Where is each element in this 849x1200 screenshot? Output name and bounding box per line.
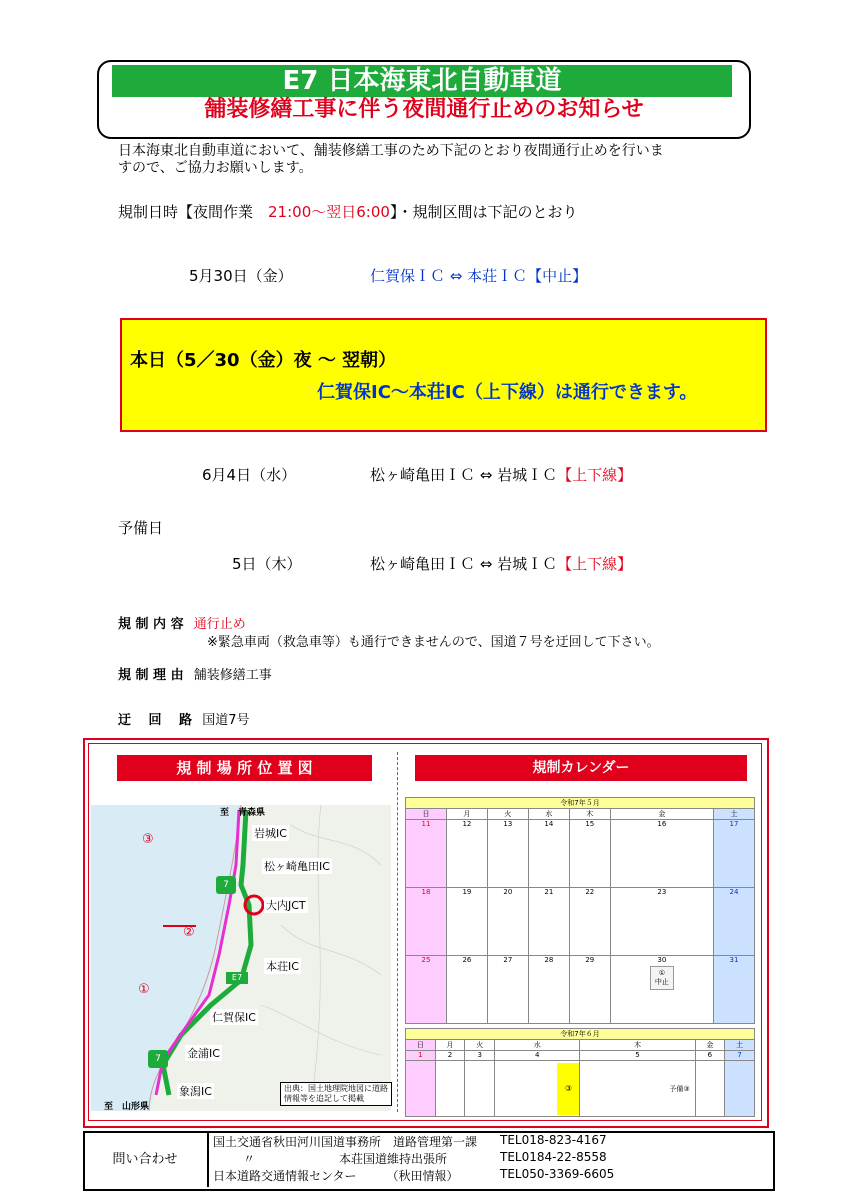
calendar-day: 23 [610, 888, 713, 956]
calendar-day: 12 [446, 820, 487, 888]
calendar-day: 2 [435, 1051, 465, 1061]
calendar-day: 15 [569, 820, 610, 888]
calendar-day: 13 [487, 820, 528, 888]
schedule-time: 21:00～翌日6:00 [268, 203, 390, 221]
dow-sat: 土 [725, 1040, 755, 1051]
notice-line-1: 本日（5／30（金）夜 ～ 翌朝） [130, 350, 397, 371]
calendar-day: 4 [495, 1051, 580, 1061]
calendar-day: 27 [487, 956, 528, 1024]
calendar-cell-jun4 [495, 1061, 580, 1117]
calendar-cell [725, 1061, 755, 1117]
dow-sat: 土 [713, 809, 754, 820]
ic-honjo: 本荘IC [266, 960, 299, 973]
dow-fri: 金 [610, 809, 713, 820]
calendar-may [405, 797, 755, 1024]
calendar-day: 18 [406, 888, 447, 956]
schedule-section-2 [370, 464, 632, 485]
route-7-shield-icon: 7 [216, 876, 236, 894]
calendar-day-may30 [610, 956, 713, 1024]
contact-tel-2: TEL0184-22-8558 [500, 1150, 607, 1164]
dow-tue: 火 [487, 809, 528, 820]
detail-content-note: ※緊急車両（救急車等）も通行できませんので、国道７号を迂回して下さい。 [207, 635, 660, 650]
page-title: E7 日本海東北自動車道 [112, 65, 732, 97]
calendar-june [405, 1028, 755, 1117]
schedule-date-3: 5日（木） [232, 555, 302, 573]
ic-matsugasaki: 松ヶ崎亀田IC [264, 860, 330, 873]
ic-iwaki: 岩城IC [254, 827, 287, 840]
detail-detour-value: 国道7号 [202, 713, 250, 728]
contact-org-2: 〃 本荘国道維持出張所 [243, 1152, 448, 1166]
calendar-day: 3 [465, 1051, 495, 1061]
schedule-section-2-dir: 【上下線】 [557, 466, 633, 484]
calendar-day: 14 [528, 820, 569, 888]
location-map [91, 805, 391, 1111]
detail-content-label: 規 制 内 容 [118, 617, 184, 632]
intro-line-2: すので、ご協力お願いします。 [118, 160, 313, 176]
page-subtitle: 舗装修繕工事に伴う夜間通行止めのお知らせ [204, 97, 644, 122]
may30-cancel-box [650, 966, 674, 990]
notice-box [120, 318, 767, 432]
schedule-header-prefix: 規制日時【夜間作業 [118, 203, 269, 221]
calendar-day: 1 [406, 1051, 436, 1061]
schedule-section-3 [370, 553, 632, 574]
calendar-day: 16 [610, 820, 713, 888]
dow-wed: 水 [528, 809, 569, 820]
calendar-cell-jun5 [580, 1061, 695, 1117]
route-7-shield-icon-south: 7 [148, 1050, 168, 1068]
calendar-day: 6 [695, 1051, 725, 1061]
calendar-day: 7 [725, 1051, 755, 1061]
marker-2: ② [183, 925, 195, 940]
contact-tel-3: TEL050-3369-6605 [500, 1167, 615, 1181]
notice-line-2: 仁賀保IC～本荘IC（上下線）は通行できます。 [317, 382, 698, 403]
dow-fri: 金 [695, 1040, 725, 1051]
detail-detour-label: 迂 回 路 [118, 713, 193, 728]
dow-wed: 水 [495, 1040, 580, 1051]
detail-content [118, 613, 246, 632]
calendar-day: 25 [406, 956, 447, 1024]
dow-thu: 木 [569, 809, 610, 820]
map-calendar-divider [397, 752, 398, 1112]
schedule-date-1: 5月30日（金） [189, 267, 293, 285]
schedule-date-2: 6月4日（水） [202, 466, 297, 484]
map-north-label: 至 青森県 [220, 808, 266, 818]
calendar-tab: 規制カレンダー [415, 755, 747, 781]
calendar-day: 11 [406, 820, 447, 888]
map-tab: 規 制 場 所 位 置 図 [117, 755, 372, 781]
calendar-day: 31 [713, 956, 754, 1024]
jun4-closure-box: ③ [557, 1063, 579, 1115]
calendar-day: 26 [446, 956, 487, 1024]
calendar [405, 797, 755, 1117]
ic-konoura: 金浦IC [187, 1047, 220, 1060]
ic-kisakata: 象潟IC [179, 1085, 212, 1098]
calendar-day: 19 [446, 888, 487, 956]
detail-content-value: 通行止め [193, 617, 246, 632]
detail-reason [118, 664, 272, 683]
map-source-line-1: 出典：国土地理院地図に道路 [284, 1084, 388, 1093]
calendar-day: 20 [487, 888, 528, 956]
detail-reason-value: 舗装修繕工事 [193, 668, 272, 683]
calendar-day: 5 [580, 1051, 695, 1061]
dow-mon: 月 [435, 1040, 465, 1051]
calendar-day: 22 [569, 888, 610, 956]
dow-sun: 日 [406, 809, 447, 820]
map-source [280, 1082, 392, 1106]
calendar-day: 28 [528, 956, 569, 1024]
schedule-section-3-route: 松ヶ崎亀田ＩＣ ⇔ 岩城ＩＣ [370, 555, 558, 573]
ic-nikaho: 仁賀保IC [212, 1011, 256, 1024]
detail-detour [118, 709, 249, 728]
contact-org-1: 国土交通省秋田河川国道事務所 道路管理第一課 [213, 1135, 478, 1149]
schedule-section-1: 仁賀保ＩＣ ⇔ 本荘ＩＣ【中止】 [370, 267, 588, 285]
marker-1: ① [138, 982, 150, 997]
schedule-header [118, 201, 577, 222]
may30-label: 中止 [654, 978, 669, 986]
schedule-header-suffix: 】・規制区間は下記のとおり [389, 203, 578, 221]
calendar-cell [406, 1061, 436, 1117]
intro-line-1: 日本海東北自動車道において、舗装修繕工事のため下記のとおり夜間通行止めを行いま [118, 143, 664, 159]
intro-text [118, 143, 718, 177]
calendar-may-title: 令和7年５月 [406, 798, 755, 809]
detail-reason-label: 規 制 理 由 [118, 668, 184, 683]
schedule-section-2-route: 松ヶ崎亀田ＩＣ ⇔ 岩城ＩＣ [370, 466, 558, 484]
may30-mark: ① [658, 969, 665, 977]
contact-org-3: 日本道路交通情報センター （秋田情報） [213, 1169, 459, 1183]
calendar-cell [435, 1061, 465, 1117]
map-south-label: 至 山形県 [104, 1102, 150, 1112]
calendar-day-number: 30 [657, 956, 667, 964]
map-source-line-2: 情報等を追記して掲載 [284, 1094, 364, 1103]
schedule-section-3-dir: 【上下線】 [557, 555, 633, 573]
calendar-june-title: 令和7年６月 [406, 1029, 755, 1040]
contact-label: 問い合わせ [112, 1152, 178, 1167]
calendar-cell [465, 1061, 495, 1117]
marker-3: ③ [142, 832, 154, 847]
calendar-day: 24 [713, 888, 754, 956]
e7-shield-icon: E7 [226, 972, 248, 984]
reserve-label: 予備日 [118, 519, 164, 537]
ic-ouchi-jct: 大内JCT [266, 899, 306, 912]
dow-sun: 日 [406, 1040, 436, 1051]
jun5-reserve-label: 予備③ [669, 1084, 690, 1093]
dow-mon: 月 [446, 809, 487, 820]
calendar-day: 17 [713, 820, 754, 888]
calendar-day: 21 [528, 888, 569, 956]
contact-tel-1: TEL018-823-4167 [500, 1133, 607, 1147]
dow-tue: 火 [465, 1040, 495, 1051]
dow-thu: 木 [580, 1040, 695, 1051]
calendar-day: 29 [569, 956, 610, 1024]
calendar-cell [695, 1061, 725, 1117]
